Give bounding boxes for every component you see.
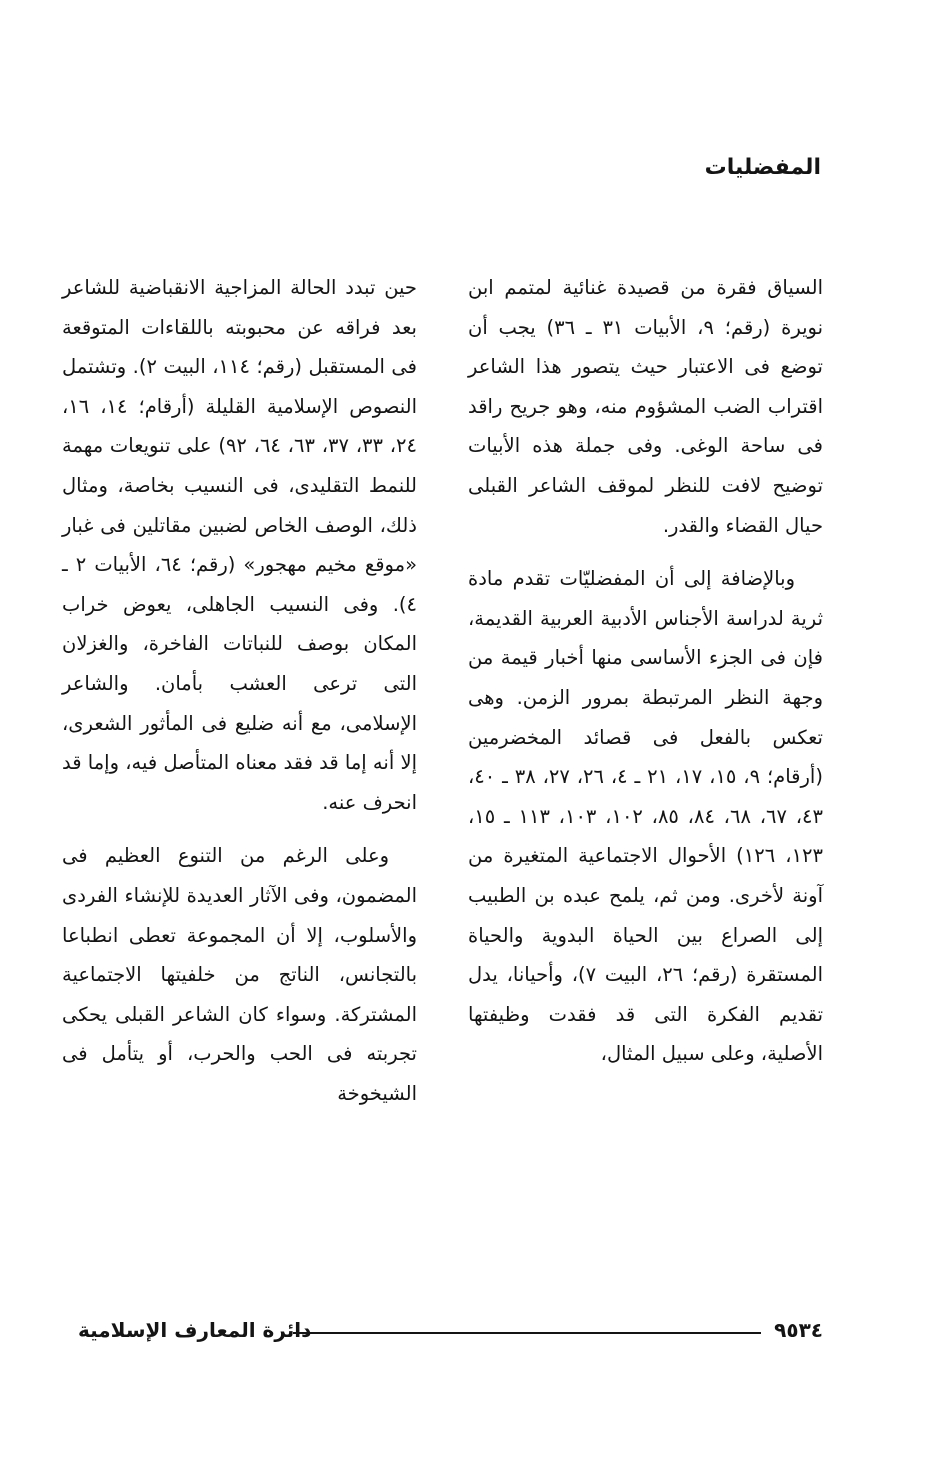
page-number: ٩٥٣٤ <box>774 1318 823 1342</box>
paragraph: وبالإضافة إلى أن المفضليّات تقدم مادة ثرية لدراسة الأجناس الأدبية العربية القديمة، فإن فى الجزء الأساسى منها أخبار قيمة من وجهة النظر المرتبطة بمرور الزمن. وهى تعكس بالفعل فى قصائد المخضرمين (أرقام؛ ٩، ١٥، ١٧، ٢١ ـ ٤، ٢٦، ٢٧، ٣٨ ـ ٤٠، ٤٣، ٦٧، ٦٨، ٨٤، ٨٥، ١٠٢، ١٠٣، ١١٣ ـ ١٥، ١٢٣، ١٢٦) الأحوال الاجتماعية المتغيرة من آونة لأخرى. ومن ثم، يلمح عبده بن الطبيب إلى الصراع بين الحياة البدوية والحياة المستقرة (رقم؛ ٢٦، البيت ٧)، وأحيانا، يدل تقديم الفكرة التى قد فقدت وظيفتها الأصلية، وعلى سبيل المثال، <box>468 567 824 1066</box>
publication-title: دائرة المعارف الإسلامية <box>78 1318 312 1342</box>
page-footer <box>78 1318 823 1348</box>
text-column-right <box>468 268 823 1074</box>
paragraph: حين تبدد الحالة المزاجية الانقباضية للشاعر بعد فراقه عن محبوبته باللقاءات المتوقعة فى المستقبل (رقم؛ ١١٤، البيت ٢). وتشتمل النصوص الإسلامية القليلة (أرقام؛ ١٤، ١٦، ٢٤، ٣٣، ٣٧، ٦٣، ٦٤، ٩٢) على تنويعات مهمة للنمط التقليدى، فى النسيب بخاصة، ومثال ذلك، الوصف الخاص لضبين مقاتلين فى غبار «موقع مخيم مهجور» (رقم؛ ٦٤، الأبيات ٢ ـ ٤). وفى النسيب الجاهلى، يعوض خراب المكان بوصف للنباتات الفاخرة، والغزلان التى ترعى العشب بأمان. والشاعر الإسلامى، مع أنه ضليع فى المأثور الشعرى، إلا أنه إما قد فقد معناه المتأصل فيه، وإما قد انحرف عنه. <box>62 276 418 814</box>
running-title: المفضليات <box>704 155 821 180</box>
footer-rule <box>293 1332 761 1334</box>
paragraph: السياق فقرة من قصيدة غنائية لمتمم ابن نويرة (رقم؛ ٩، الأبيات ٣١ ـ ٣٦) يجب أن توضع فى الاعتبار حيث يتصور هذا الشاعر اقتراب الضب المشؤوم منه، وهو جريح راقد فى ساحة الوغى. وفى جملة هذه الأبيات توضيح لافت للنظر لموقف الشاعر القبلى حيال القضاء والقدر. <box>468 276 824 537</box>
paragraph: وعلى الرغم من التنوع العظيم فى المضمون، وفى الآثار العديدة للإنشاء الفردى والأسلوب، إلا أن المجموعة تعطى انطباعا بالتجانس، الناتج من خلفيتها الاجتماعية المشتركة. وسواء كان الشاعر القبلى يحكى تجربته فى الحب والحرب، أو يتأمل فى الشيخوخة <box>62 844 417 1105</box>
text-column-left <box>62 268 417 1113</box>
